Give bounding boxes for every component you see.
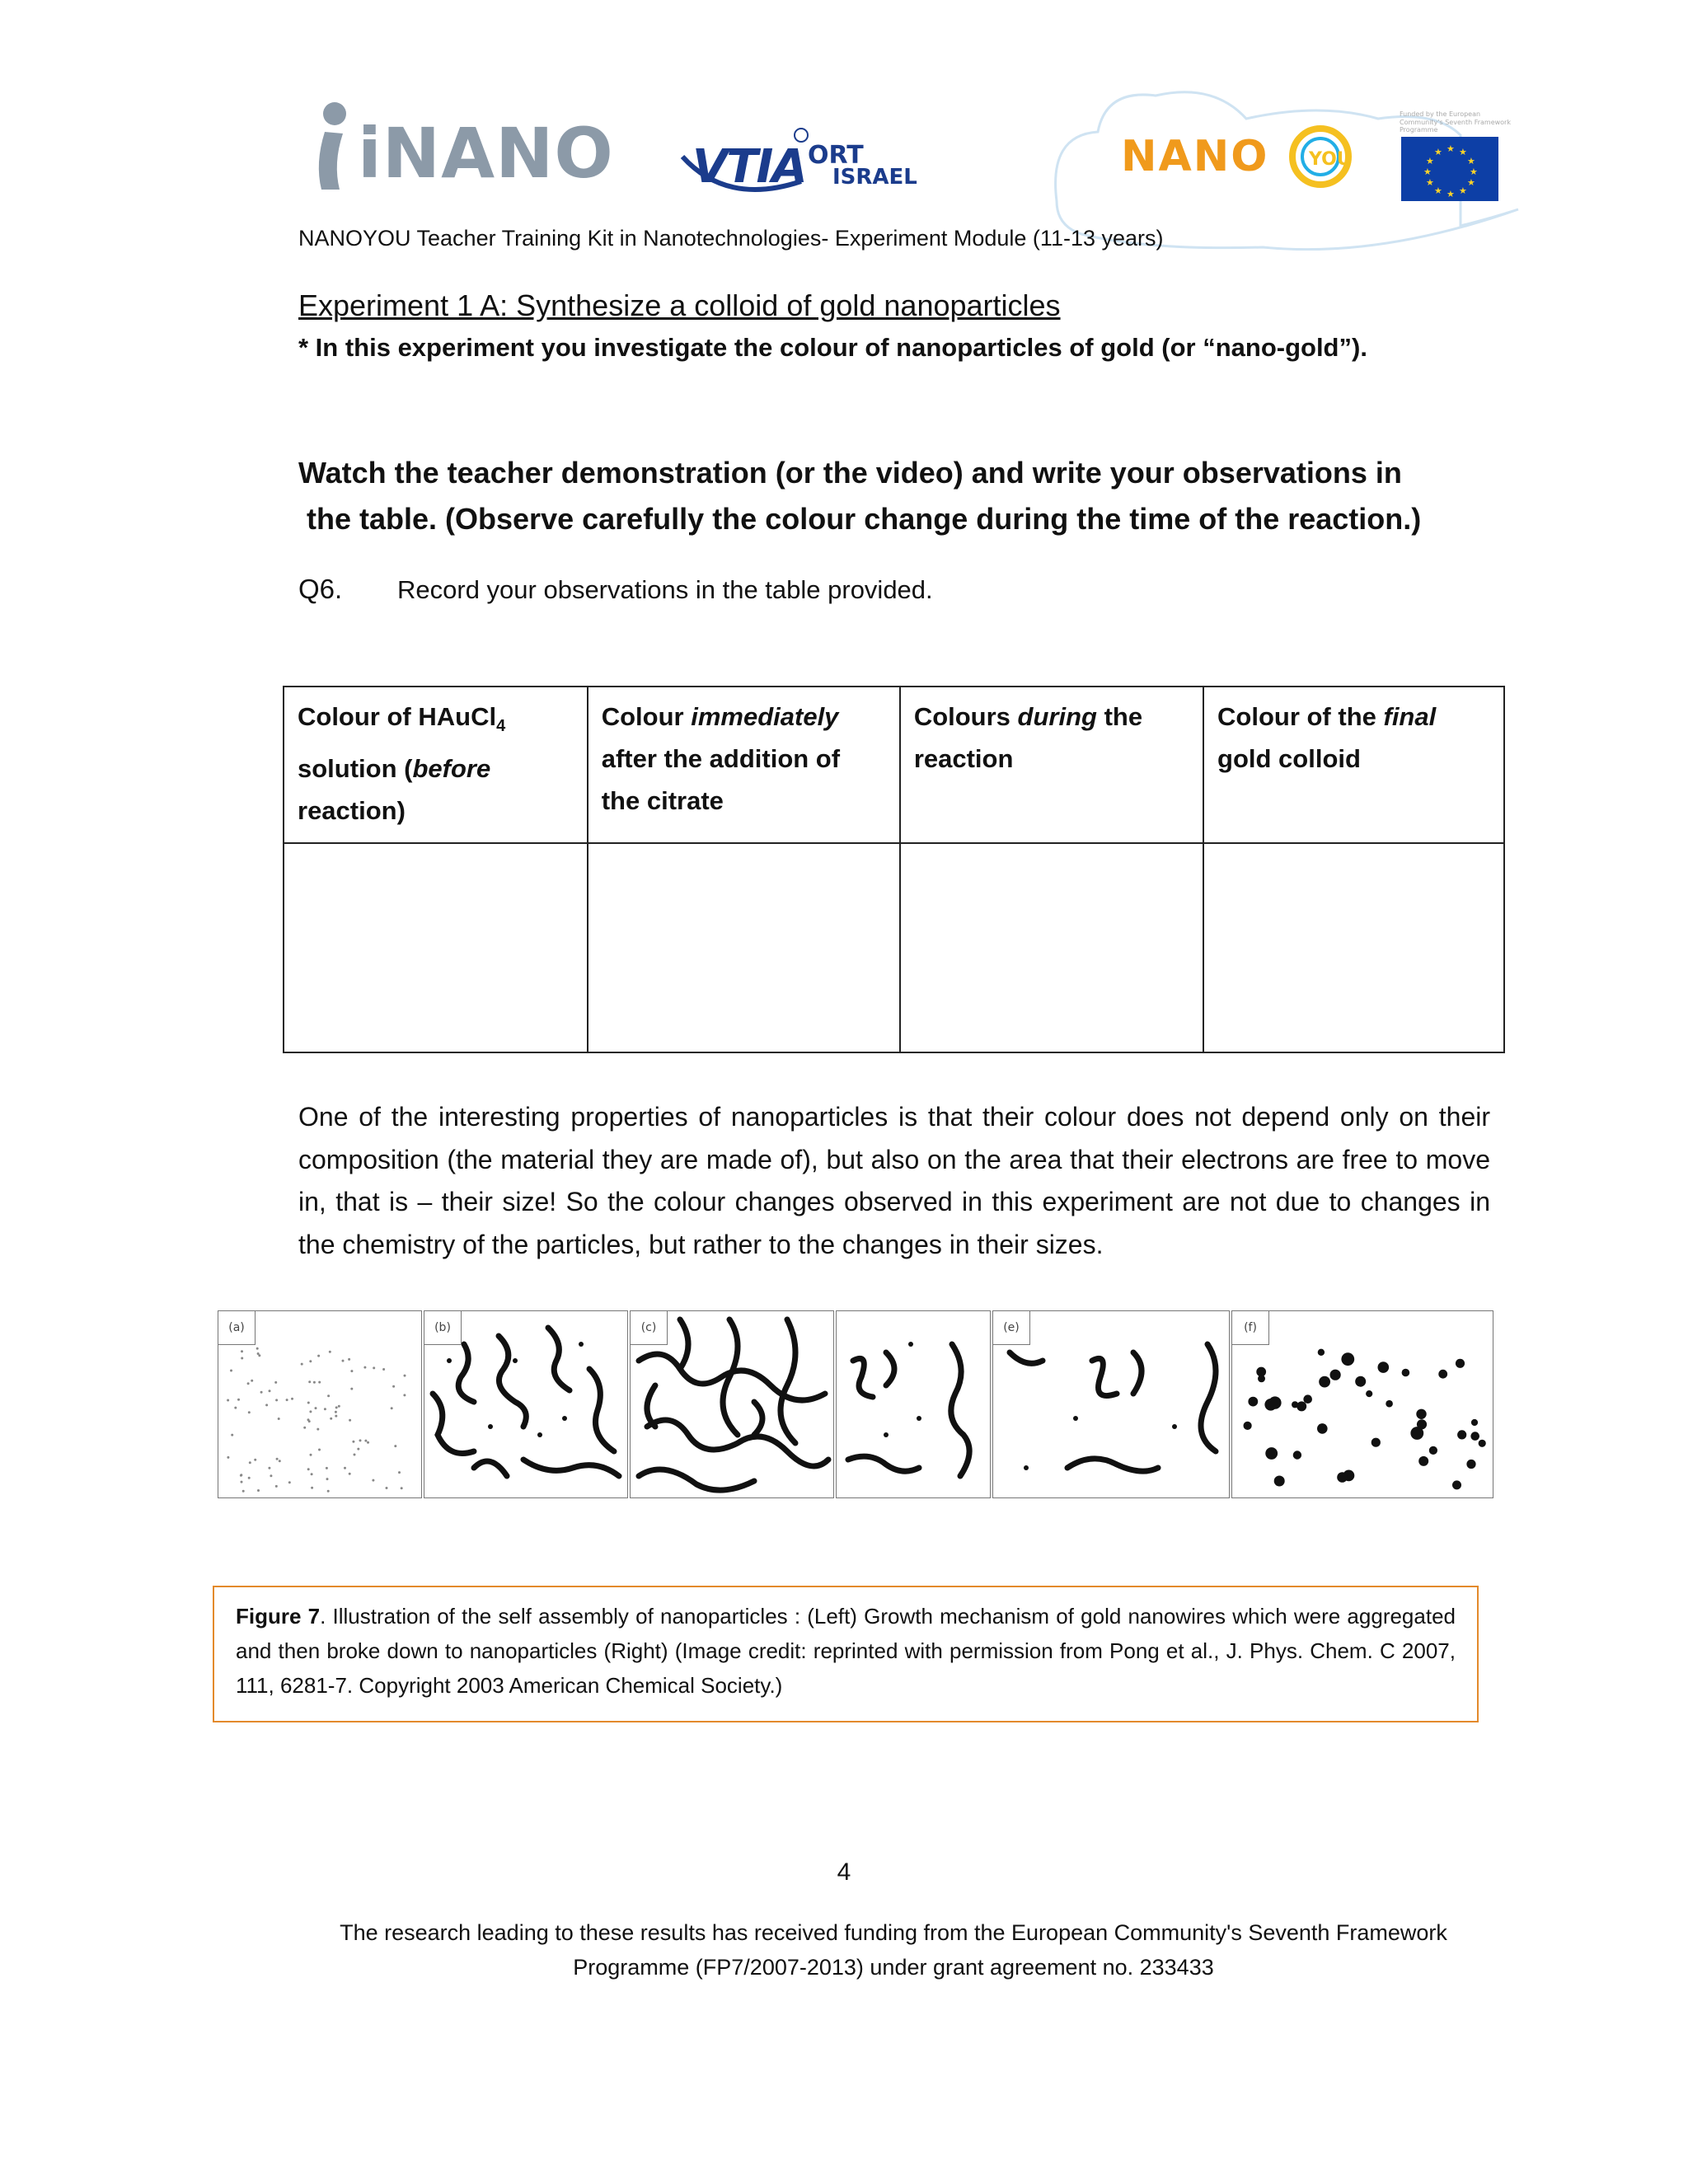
svg-text:★: ★	[1447, 189, 1455, 199]
question-text: Record your observations in the table provided.	[397, 575, 933, 604]
nanoparticle-dot	[1457, 1430, 1466, 1439]
particle-dot	[316, 1428, 319, 1431]
particle-dot	[286, 1399, 288, 1401]
particle-dot	[403, 1394, 406, 1396]
eu-flag-icon	[1401, 137, 1498, 201]
nanoparticle-dot	[1319, 1376, 1330, 1388]
nanoparticle-dot	[1452, 1480, 1461, 1489]
nanoparticle-dot	[1292, 1401, 1298, 1408]
nanoparticle-dot	[1317, 1423, 1328, 1434]
particle-dot	[386, 1487, 388, 1489]
particle-dot	[338, 1405, 340, 1408]
particle-dot	[307, 1418, 310, 1421]
particle-dot	[327, 1394, 330, 1397]
particle-dot	[257, 1352, 260, 1355]
particle-dot	[256, 1347, 259, 1350]
answer-cell-immediately[interactable]	[588, 843, 900, 1052]
table-header-cell: Colour immediately after the addition of the citrate	[588, 687, 900, 843]
running-header: NANOYOU Teacher Training Kit in Nanotechnologies- Experiment Module (11-13 years)	[298, 226, 1164, 251]
particle-dot	[367, 1441, 369, 1444]
particle-dot	[249, 1461, 251, 1464]
particle-dot	[241, 1481, 243, 1483]
funding-footer	[0, 1915, 1688, 1985]
svg-text:★: ★	[1434, 147, 1442, 157]
particle-dot	[354, 1454, 356, 1456]
particle-dot	[260, 1391, 263, 1394]
nanoparticle-dot	[1429, 1446, 1437, 1455]
figure-panel-b: (b)	[424, 1310, 628, 1498]
particle-dot	[349, 1473, 351, 1475]
nanoparticle-dot	[1355, 1376, 1366, 1387]
nanoparticle-dot	[1386, 1400, 1393, 1408]
particle-dot	[350, 1370, 353, 1372]
svg-text:★: ★	[1459, 185, 1467, 196]
particle-dot	[329, 1351, 331, 1353]
particle-dot	[241, 1357, 243, 1360]
nanoparticle-dot	[1378, 1361, 1390, 1373]
nanoparticle-dot	[1268, 1396, 1281, 1408]
caption-text: . Illustration of the self assembly of nanoparticles : (Left) Growth mechanism of gold nanowires which were aggregated and then broke down to nanoparticles (Right) (Image credit: reprinted with permission from Pong et al., J. Phys. Chem. C 2007, 111, 6281-7. Copyright 2003 American Chemical Society.)	[236, 1604, 1456, 1698]
nanoparticle-dot	[1265, 1447, 1278, 1460]
nanoparticle-dot	[1366, 1390, 1372, 1397]
answer-cell-during[interactable]	[900, 843, 1203, 1052]
israel-wordmark: ISRAEL	[832, 165, 917, 190]
instruction-line-1: Watch the teacher demonstration (or the video) and write your observations in	[298, 456, 1402, 490]
figure-panel-a: (a)	[218, 1310, 422, 1498]
particle-dot	[241, 1350, 243, 1352]
particle-dot	[301, 1363, 303, 1366]
nanoparticle-dot	[1330, 1370, 1341, 1380]
nanoparticle-dot	[1471, 1419, 1478, 1426]
particle-dot	[288, 1481, 291, 1483]
ort-wordmark: ORT	[808, 141, 864, 170]
nanoparticle-dot	[1402, 1369, 1410, 1377]
svg-text:★: ★	[1434, 185, 1442, 196]
footer-line-1: The research leading to these results has received funding from the European Community's Seventh Framework	[340, 1920, 1447, 1945]
vtia-wordmark: VTIA	[692, 140, 806, 194]
nanoyou-wordmark: NANO	[1121, 132, 1269, 181]
nanoparticle-dot	[1303, 1394, 1312, 1404]
particle-dot	[291, 1398, 293, 1400]
page-number: 4	[837, 1858, 851, 1886]
svg-text:★: ★	[1447, 143, 1455, 154]
particle-dot	[349, 1419, 351, 1422]
nanoparticle-dot	[1274, 1476, 1285, 1487]
nanoparticle-dot	[1248, 1397, 1258, 1407]
particle-dot	[268, 1467, 270, 1469]
particle-dot	[326, 1467, 328, 1469]
instruction-line-2: the table. (Observe carefully the colour change during the time of the reaction.)	[298, 502, 1422, 536]
particle-dot	[227, 1399, 229, 1402]
nanoparticle-dot	[1296, 1401, 1306, 1411]
figure-panel-d	[836, 1310, 991, 1498]
nanoparticle-dot	[1372, 1438, 1381, 1447]
particle-dot	[335, 1406, 338, 1408]
nanoparticle-dot	[1337, 1472, 1348, 1483]
answer-cell-final[interactable]	[1203, 843, 1504, 1052]
particle-dot	[357, 1448, 359, 1451]
particle-dot	[227, 1456, 229, 1459]
particle-dot	[398, 1471, 401, 1474]
nanoparticle-dot	[1417, 1419, 1427, 1429]
body-paragraph: One of the interesting properties of nanoparticles is that their colour does not depend only on their composition (the material they are made of), but also on the area that their electrons are free to move in, that is – their size! So the colour changes observed in this experiment are not due to changes in the chemistry of the particles, but rather to the changes in their sizes.	[298, 1102, 1490, 1259]
experiment-subtitle: * In this experiment you investigate the colour of nanoparticles of gold (or “nano-gold”).	[298, 333, 1367, 362]
particle-dot	[330, 1418, 332, 1420]
you-text: YOU	[1309, 149, 1352, 170]
particle-dot	[311, 1473, 313, 1475]
table-header-cell: Colour of HAuCl$_4$ solution (before reaction)	[284, 687, 588, 843]
svg-text:★: ★	[1467, 156, 1475, 166]
nanoparticle-dot	[1466, 1460, 1475, 1469]
svg-text:★: ★	[1426, 156, 1434, 166]
nanoparticle-dot	[1416, 1409, 1426, 1419]
inano-i-icon	[307, 97, 364, 204]
figure-panel-f: (f)	[1231, 1310, 1493, 1498]
inano-logo	[307, 97, 614, 204]
particle-dot	[276, 1458, 279, 1460]
nanoparticle-dot	[1341, 1352, 1354, 1366]
particle-dot	[231, 1434, 233, 1436]
particle-dot	[324, 1408, 326, 1410]
table-header-row	[284, 687, 1504, 843]
particle-dot	[326, 1478, 329, 1480]
particle-dot	[275, 1399, 278, 1401]
particle-dot	[247, 1382, 250, 1385]
particle-dot	[242, 1490, 245, 1493]
vtia-ort-israel-logo	[678, 124, 925, 206]
particle-dot	[311, 1487, 313, 1489]
particle-dot	[248, 1477, 251, 1479]
particle-dot	[303, 1427, 306, 1429]
nanoparticle-dot	[1470, 1432, 1479, 1441]
particle-dot	[307, 1402, 310, 1404]
particle-dot	[275, 1485, 278, 1488]
particle-dot	[265, 1404, 268, 1406]
particle-dot	[350, 1388, 353, 1390]
nanoparticle-dot	[1244, 1422, 1252, 1430]
svg-text:★: ★	[1423, 166, 1432, 177]
footer-line-2: Programme (FP7/2007-2013) under grant agreement no. 233433	[573, 1955, 1214, 1980]
particle-dot	[344, 1467, 346, 1469]
answer-cell-before[interactable]	[284, 843, 588, 1052]
question-number: Q6.	[298, 574, 343, 604]
particle-dot	[315, 1407, 317, 1409]
particle-dot	[318, 1449, 321, 1451]
nanoparticle-dot	[1438, 1370, 1447, 1379]
particle-dot	[279, 1460, 281, 1462]
particle-dot	[348, 1358, 350, 1361]
experiment-title: Experiment 1 A: Synthesize a colloid of gold nanoparticles	[298, 288, 1061, 322]
nanoparticle-dot	[1318, 1349, 1325, 1356]
particle-dot	[372, 1479, 374, 1482]
particle-dot	[394, 1445, 396, 1447]
particle-dot	[335, 1411, 337, 1413]
particle-dot	[342, 1360, 345, 1362]
nanoparticle-dot	[1479, 1440, 1486, 1447]
particle-dot	[318, 1381, 321, 1384]
particle-dot	[251, 1380, 253, 1382]
particle-dot	[257, 1489, 260, 1492]
nanoparticle-dot	[1456, 1359, 1465, 1368]
particle-dot	[309, 1410, 312, 1413]
inano-wordmark: iNANO	[358, 113, 614, 194]
particle-dot	[278, 1418, 280, 1420]
particle-dot	[404, 1375, 406, 1377]
particle-dot	[317, 1355, 320, 1357]
observation-table	[283, 686, 1505, 1053]
particle-dot	[392, 1385, 395, 1388]
svg-text:★: ★	[1470, 166, 1478, 177]
particle-dot	[391, 1407, 393, 1409]
figure-panel-e: (e)	[992, 1310, 1230, 1498]
particle-dot	[313, 1381, 316, 1384]
particle-dot	[237, 1399, 240, 1401]
particle-dot	[240, 1474, 242, 1477]
particle-dot	[352, 1441, 354, 1443]
nanoparticle-dot	[1293, 1451, 1301, 1459]
particle-dot	[254, 1459, 256, 1461]
particle-dot	[363, 1366, 366, 1369]
particle-dot	[401, 1487, 403, 1489]
particle-dot	[269, 1390, 271, 1392]
caption-label: Figure 7	[236, 1604, 321, 1629]
particle-dot	[373, 1366, 375, 1369]
figure-panel-c: (c)	[630, 1310, 834, 1498]
particle-dot	[274, 1381, 277, 1384]
particle-dot	[270, 1474, 272, 1477]
particle-dot	[310, 1454, 312, 1456]
particle-dot	[364, 1440, 367, 1442]
svg-text:★: ★	[1459, 147, 1467, 157]
figure-caption	[213, 1586, 1479, 1722]
instruction-text	[298, 450, 1493, 542]
svg-text:★: ★	[1426, 177, 1434, 188]
particle-dot	[382, 1368, 385, 1371]
eu-funding-note: Funded by the European Community's Seventh Framework Programme	[1400, 110, 1511, 134]
particle-dot	[230, 1370, 232, 1372]
particle-dot	[359, 1439, 362, 1441]
table-header-cell: Colour of the final gold colloid	[1203, 687, 1504, 843]
particle-dot	[327, 1490, 330, 1493]
nanoparticle-dot	[1418, 1456, 1428, 1466]
particle-dot	[234, 1407, 237, 1409]
nanoparticle-dot	[1258, 1375, 1265, 1382]
table-header-cell: Colours during the reaction	[900, 687, 1203, 843]
particle-dot	[335, 1415, 337, 1418]
particle-dot	[309, 1360, 312, 1362]
table-row	[284, 843, 1504, 1052]
particle-dot	[308, 1380, 311, 1383]
particle-dot	[307, 1468, 310, 1470]
svg-text:★: ★	[1467, 177, 1475, 188]
particle-dot	[248, 1411, 251, 1413]
figure-panels	[218, 1310, 1492, 1497]
